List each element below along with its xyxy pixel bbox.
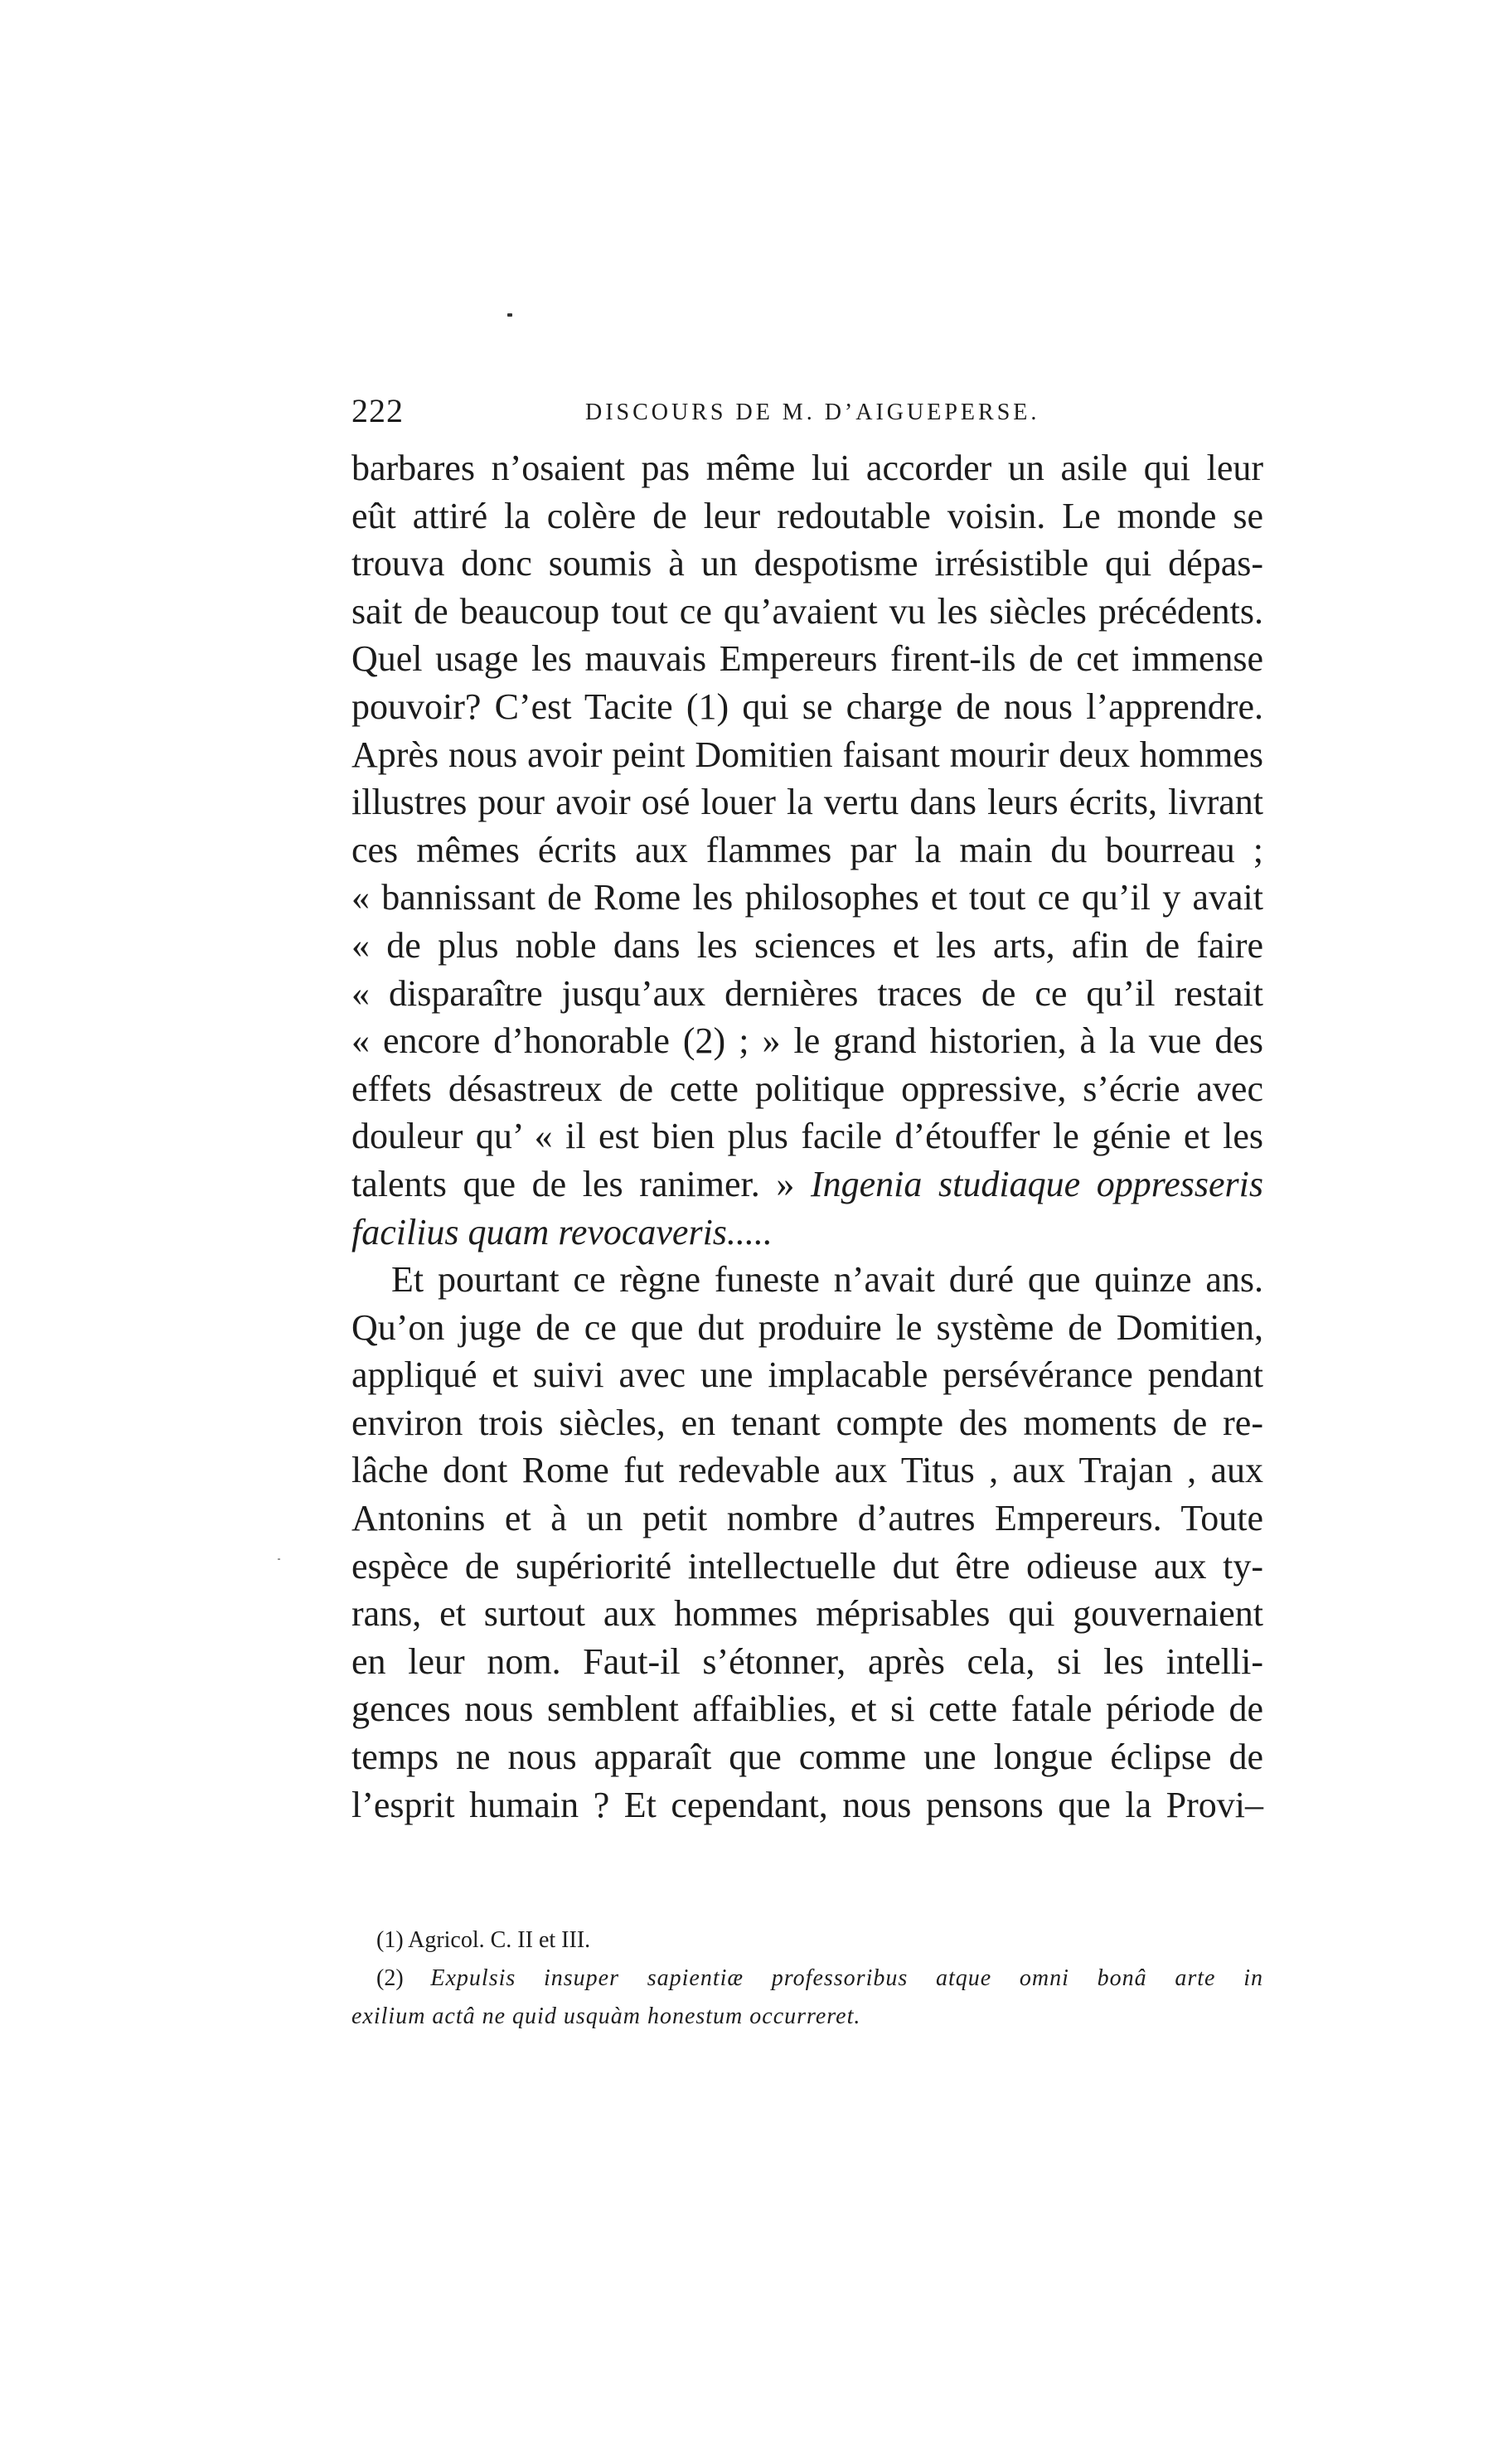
text-line: Qu’on juge de ce que dut produire le système de Domitien, bbox=[351, 1306, 1263, 1348]
text-line: « encore d’honorable (2) ; » le grand historien, à la vue des bbox=[351, 1020, 1263, 1062]
running-head: DISCOURS DE M. D’AIGUEPERSE. bbox=[585, 400, 1040, 425]
latin-quote: facilius quam revocaveris..... bbox=[351, 1211, 773, 1252]
text-line: eût attiré la colère de leur redoutable voisin. Le monde se bbox=[351, 495, 1263, 536]
text-line: Après nous avoir peint Domitien faisant mourir deux hommes bbox=[351, 734, 1263, 775]
paragraph-first-line: Et pourtant ce règne funeste n’avait duré que quinze ans. bbox=[391, 1259, 1263, 1301]
footnote-latin: Expulsis insuper sapientiæ professoribus atque omni bonâ arte in bbox=[430, 1965, 1263, 1991]
latin-quote: Ingenia studiaque oppresseris bbox=[810, 1163, 1263, 1204]
footnotes bbox=[351, 1921, 1263, 2036]
page-number: 222 bbox=[351, 392, 404, 429]
text-line: pouvoir? C’est Tacite (1) qui se charge de nous l’apprendre. bbox=[351, 686, 1263, 727]
footnote-2 bbox=[351, 1960, 1263, 1998]
text-line: en leur nom. Faut-il s’étonner, après cela, si les intelli- bbox=[351, 1640, 1263, 1682]
footnote-latin: exilium actâ ne quid usquàm honestum occurreret. bbox=[351, 2003, 861, 2029]
text-line: appliqué et suivi avec une implacable persévérance pendant bbox=[351, 1354, 1263, 1396]
body-text bbox=[351, 444, 1263, 1829]
text-line: « disparaître jusqu’aux dernières traces de ce qu’il restait bbox=[351, 972, 1263, 1014]
text-line: Quel usage les mauvais Empereurs firent-ils de cet immense bbox=[351, 638, 1263, 680]
text-line: lâche dont Rome fut redevable aux Titus , aux Trajan , aux bbox=[351, 1450, 1263, 1491]
text-line: effets désastreux de cette politique oppressive, s’écrie avec bbox=[351, 1068, 1263, 1109]
ink-speck bbox=[507, 313, 512, 317]
text-line: illustres pour avoir osé louer la vertu dans leurs écrits, livrant bbox=[351, 782, 1263, 823]
text-line bbox=[351, 1209, 1263, 1257]
text-line: douleur qu’ « il est bien plus facile d’étouffer le génie et les bbox=[351, 1116, 1263, 1157]
text-line: rans, et surtout aux hommes méprisables qui gouvernaient bbox=[351, 1593, 1263, 1635]
text-line: gences nous semblent affaiblies, et si cette fatale période de bbox=[351, 1688, 1263, 1730]
text-line: espèce de supériorité intellectuelle dut être odieuse aux ty- bbox=[351, 1545, 1263, 1587]
text-line: temps ne nous apparaît que comme une longue éclipse de bbox=[351, 1737, 1263, 1778]
text-fragment: talents que de les ranimer. » bbox=[351, 1163, 795, 1204]
ink-speck bbox=[278, 1558, 280, 1560]
text-line: « de plus noble dans les sciences et les arts, afin de faire bbox=[351, 924, 1263, 966]
text-line: ces mêmes écrits aux flammes par la main du bourreau ; bbox=[351, 829, 1263, 870]
footnote-2-continued bbox=[351, 1998, 1263, 2036]
text-line: « bannissant de Rome les philosophes et tout ce qu’il y avait bbox=[351, 877, 1263, 918]
footnote-1: (1) Agricol. C. II et III. bbox=[376, 1927, 591, 1953]
text-line: trouva donc soumis à un despotisme irrésistible qui dépas- bbox=[351, 543, 1263, 584]
text-line: sait de beaucoup tout ce qu’avaient vu les siècles précédents. bbox=[351, 590, 1263, 632]
footnote-number: (2) bbox=[376, 1965, 404, 1991]
text-line: barbares n’osaient pas même lui accorder un asile qui leur bbox=[351, 448, 1263, 488]
text-line bbox=[351, 1160, 1263, 1209]
page-header bbox=[351, 391, 1283, 441]
text-line: l’esprit humain ? Et cependant, nous pensons que la Provi– bbox=[351, 1784, 1263, 1825]
text-line: environ trois siècles, en tenant compte des moments de re- bbox=[351, 1402, 1263, 1443]
text-line: Antonins et à un petit nombre d’autres Empereurs. Toute bbox=[351, 1498, 1263, 1539]
